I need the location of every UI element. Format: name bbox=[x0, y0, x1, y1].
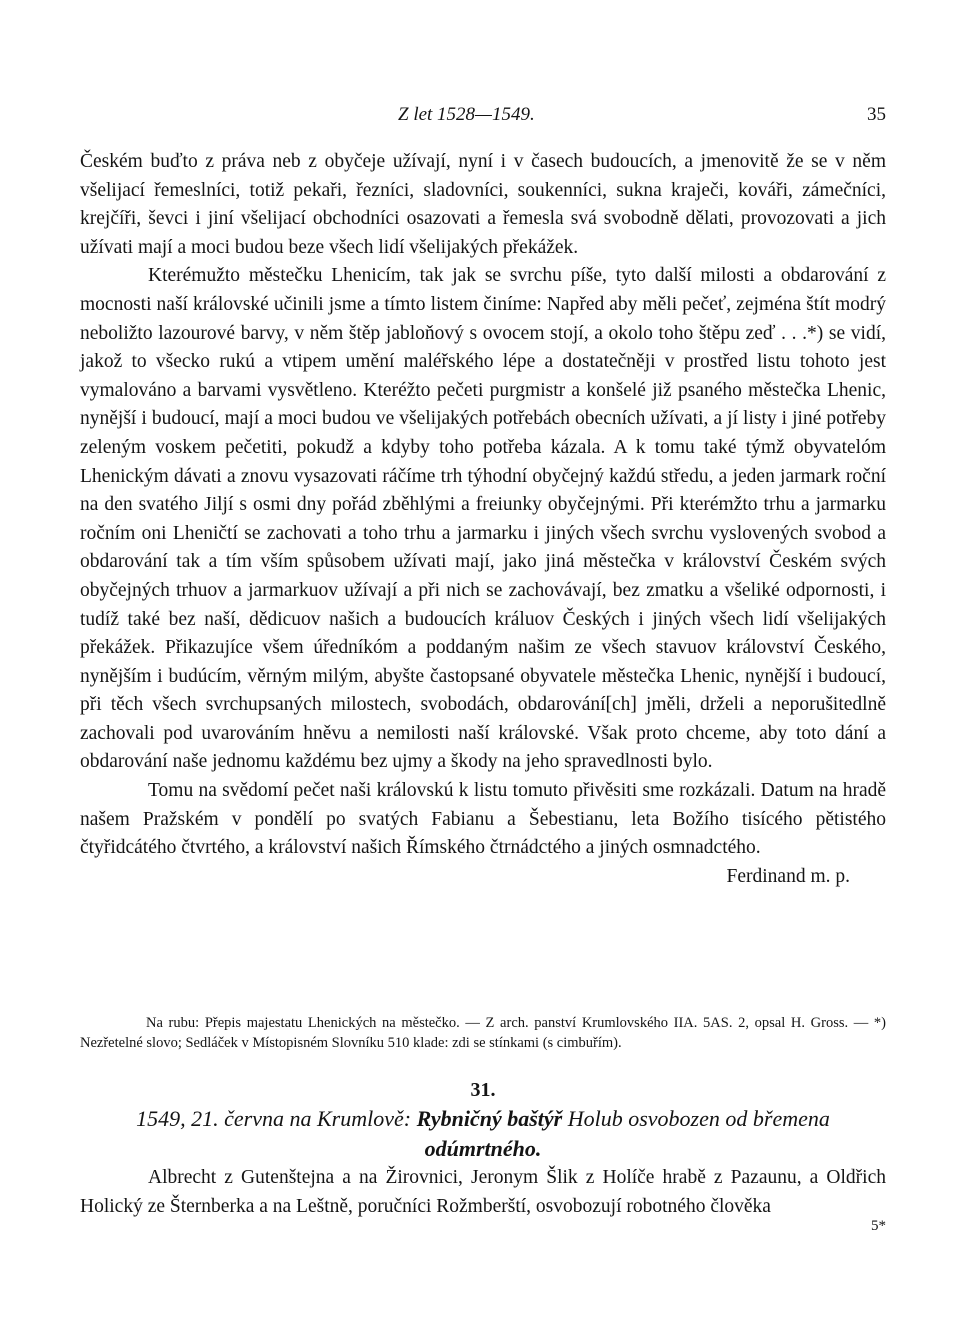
document-heading bbox=[80, 1104, 886, 1164]
header-title: Z let 1528—1549. bbox=[398, 104, 535, 125]
heading-text: Holub osvobozen od břemena bbox=[567, 1106, 830, 1131]
running-header bbox=[80, 104, 886, 130]
main-text bbox=[80, 148, 886, 891]
heading-date-place: 1549, 21. června na Krumlově: bbox=[136, 1106, 412, 1131]
heading-bold-part: Rybničný baštýř bbox=[416, 1106, 563, 1131]
paragraph bbox=[80, 777, 886, 887]
next-document-text bbox=[80, 1164, 886, 1221]
heading-bold-end: odúmrtného. bbox=[424, 1136, 542, 1161]
footnote: Na rubu: Přepis majestatu Lhenických na městečko. — Z arch. panství Krumlovského IIA. 5AS. 2, opsal H. Gross. — *) Nezřetelné slovo; Sedláček v Místopisném Slovníku 510 klade: zdi se stínkami (s cimbuřím). bbox=[80, 1015, 886, 1051]
paragraph-text: Tomu na svědomí pečet naši královskú k listu tomuto přivěsiti sme rozkázali. Datum na hradě našem Pražském v pondělí po svatých Fabianu a Šebestianu, leta Božího tisícého pětistého čtyřidcátého čtvrtého, a království našich Římského čtrnádctého a jiných osmnadctého. bbox=[80, 780, 886, 859]
paragraph: Kterémužto městečku Lhenicím, tak jak se svrchu píše, tyto další milosti a obdarování z mocnosti naší královské učinili jsme a tímto listem činíme: Napřed aby měli pečeť, zejména štít modrý neboližto lazourové barvy, v něm štěp jabloňový s ovocem stojí, a okolo toho štěpu zeď . . .*) se vidí, jakož to všecko rukú a vtipem umění maléřského lépe a dostatečněji v prostřed listu tohoto jest vymalováno a barvami vysvětleno. Kteréžto pečeti purgmistr a konšelé již psaného městečka Lhenic, nynější i budoucí, mají a moci budou ve všelijakých potřebách obecních užívati, a jí listy i jiné potřeby zeleným voskem pečetiti, pokudž a kdyby toho potřeba kázala. A k tomu také týmž obyvatelóm Lhenickým dávati a znovu vysazovati ráčíme trh týhodní obyčejný každú středu, a jeden jarmark roční na den svatého Jiljí s osmi dny pořád zběhlými a freiunky obyčejnými. Při kterémžto trhu a jarmarku ročním oni Lheničtí se zachovati a toho trhu a jarmarku i jiných všech svrchu vyslovených svobod a obdarování tak a tím vším spůsobem užívati mají, jako jiná městečka v království Českém svých obyčejných trhuov a jarmarkuov užívají a při nich se zachovávají, bez zmatku a všeliké odpornosti, i tudíž také bez naší, dědicuov našich a budoucích králuov Českých i jiných všech lidí všelijakých překážek. Přikazujíce všem úředníkóm a poddaným našim ze všech stavuov království Českého, nynějším i budúcím, věrným milým, abyšte častopsané obyvatele městečka Lhenic, nynější i budoucí, při těch všech svrchupsaných milostech, svobodách, obdarování[ch] jměli, drželi a neporušitedlně zachovali pod uvarováním hněvu a nemilosti naší královské. Však proto chceme, aby toto dání a obdarování naše jednomu každému bez ujmy a škody na jeho spravedlnosti bylo. bbox=[80, 265, 886, 773]
page-number: 35 bbox=[867, 104, 886, 125]
paragraph: Albrecht z Gutenštejna a na Žirovnici, Jeronym Šlik z Holíče hrabě z Pazaunu, a Oldřich Holický ze Šternberka a na Leštně, poručníci Rožmberští, osvobozují robotného člověka bbox=[80, 1167, 886, 1217]
signature: Ferdinand m. p. bbox=[726, 865, 850, 887]
sheet-signature-mark: 5* bbox=[871, 1218, 886, 1234]
document-number: 31. bbox=[470, 1079, 496, 1101]
paragraph: Českém buďto z práva neb z obyčeje užívají, nyní i v časech budoucích, a jmenovitě že se v něm všelijací řemeslníci, totiž pekaři, řezníci, sladovníci, soukenníci, sukna kraječi, kováři, zámečníci, krejčíři, ševci i jiní všelijací obchodníci osazovati a řemesla svá svobodně dělati, provozovati a jich užívati mají a moci budou beze všech lidí všelijakých překážek. bbox=[80, 151, 886, 258]
